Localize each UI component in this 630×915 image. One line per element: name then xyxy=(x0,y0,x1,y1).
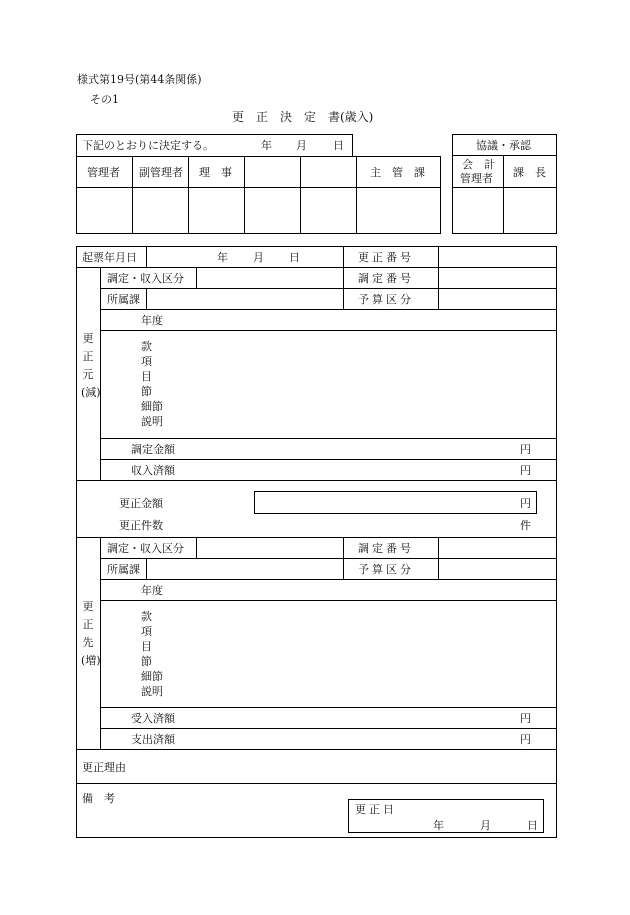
dest-item-kan: 款 xyxy=(141,610,152,623)
deputy-manager-label: 副管理者 xyxy=(139,166,183,179)
department-label: 所属課 xyxy=(107,293,140,306)
form-sub-number: その1 xyxy=(90,93,119,106)
item-description: 説明 xyxy=(141,415,163,428)
decision-month-label: 月 xyxy=(296,139,307,152)
remarks-label: 備 考 xyxy=(82,792,115,805)
assessed-amount-unit: 円 xyxy=(520,443,531,456)
item-setsu: 節 xyxy=(141,385,152,398)
draft-date-value: 年 月 日 xyxy=(217,251,307,264)
form-number: 様式第19号(第44条関係) xyxy=(77,73,202,86)
dest-department-label: 所属課 xyxy=(107,563,140,576)
item-kan: 款 xyxy=(141,340,152,353)
assessed-amount-label: 調定金額 xyxy=(131,443,175,456)
section-chief-label: 課 長 xyxy=(513,166,546,179)
accepted-amount-unit: 円 xyxy=(520,712,531,725)
dest-item-setsu: 節 xyxy=(141,655,152,668)
item-kou: 項 xyxy=(141,355,152,368)
draft-date-label: 起票年月日 xyxy=(82,251,137,264)
correction-amount-box xyxy=(254,491,537,514)
correction-source-label: 更正元(減) xyxy=(81,332,101,399)
dest-item-moku: 目 xyxy=(141,640,152,653)
accepted-amount-label: 受入済額 xyxy=(131,712,175,725)
correction-date-day: 日 xyxy=(527,819,538,832)
correction-destination-label: 更正先(増) xyxy=(81,600,101,667)
dest-item-saisetsu: 細節 xyxy=(141,670,163,683)
decision-day-label: 日 xyxy=(333,139,344,152)
paid-amount-unit: 円 xyxy=(520,733,531,746)
page-title: 更 正 決 定 書(歳入) xyxy=(232,110,374,124)
decision-text: 下記のとおりに決定する。 xyxy=(82,139,214,152)
received-amount-unit: 円 xyxy=(520,464,531,477)
decision-year-label: 年 xyxy=(261,139,272,152)
manager-label: 管理者 xyxy=(87,166,120,179)
received-amount-label: 収入済額 xyxy=(131,464,175,477)
dest-item-description: 説明 xyxy=(141,685,163,698)
paid-amount-label: 支出済額 xyxy=(131,733,175,746)
correction-date-label: 更正日 xyxy=(355,803,397,816)
director-label: 理 事 xyxy=(199,166,232,179)
dest-fiscal-year-label: 年度 xyxy=(141,584,163,597)
dest-item-kou: 項 xyxy=(141,625,152,638)
correction-count-label: 更正件数 xyxy=(119,519,163,532)
dest-budget-type-label: 予算区分 xyxy=(358,563,414,576)
budget-type-label: 予算区分 xyxy=(358,293,414,306)
accounting-label-1: 会 計 xyxy=(462,158,495,171)
assess-type-label: 調定・収入区分 xyxy=(107,272,184,285)
accounting-label-2: 管理者 xyxy=(460,172,493,185)
correction-count-unit: 件 xyxy=(520,519,531,532)
correction-number-label: 更正番号 xyxy=(358,251,414,264)
correction-amount-label: 更正金額 xyxy=(119,497,163,510)
responsible-section-label: 主 管 課 xyxy=(370,166,425,179)
item-moku: 目 xyxy=(141,370,152,383)
item-saisetsu: 細節 xyxy=(141,400,163,413)
correction-date-month: 月 xyxy=(480,819,491,832)
consultation-label: 協議・承認 xyxy=(476,139,531,152)
dest-assess-type-label: 調定・収入区分 xyxy=(107,542,184,555)
fiscal-year-label: 年度 xyxy=(141,314,163,327)
correction-reason-label: 更正理由 xyxy=(82,761,126,774)
correction-amount-unit: 円 xyxy=(520,497,531,510)
dest-assess-number-label: 調定番号 xyxy=(358,542,414,555)
assess-number-label: 調定番号 xyxy=(358,272,414,285)
correction-date-year: 年 xyxy=(433,819,444,832)
